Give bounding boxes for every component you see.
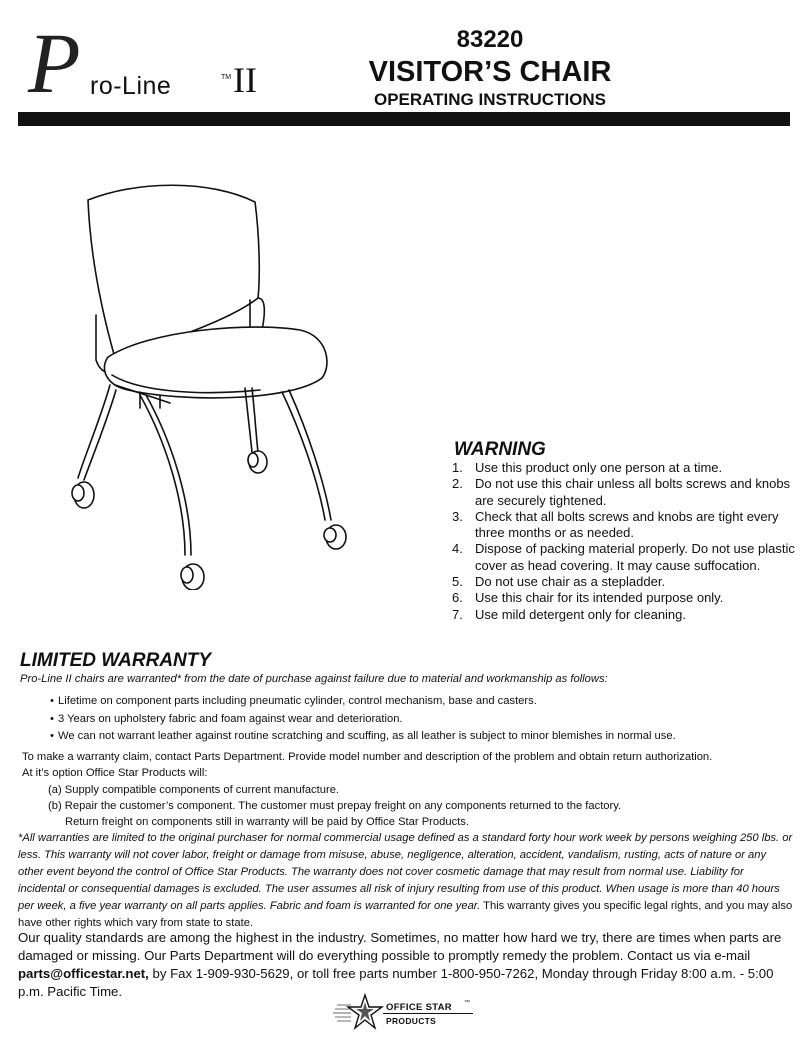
warranty-option-a: (a) Supply compatible components of current manufacture. <box>48 784 340 796</box>
logo-script-p: P <box>28 15 81 111</box>
warranty-fine-print <box>18 830 793 932</box>
warning-heading: WARNING <box>454 439 546 460</box>
warranty-bullet: • 3 Years on upholstery fabric and foam against wear and deterioration. <box>50 711 676 729</box>
logo-roman-numeral: II <box>233 60 257 100</box>
logo-tm: TM <box>221 74 232 81</box>
warning-item: 6. Use this chair for its intended purpose only. <box>452 590 724 606</box>
office-star-logo <box>333 993 478 1033</box>
chair-illustration <box>60 180 360 590</box>
warning-item: 5. Do not use chair as a stepladder. <box>452 574 666 590</box>
warning-item: 1. Use this product only one person at a time. <box>452 460 723 475</box>
logo-text: ro-Line <box>90 72 172 100</box>
warranty-bullet: • Lifetime on component parts including pneumatic cylinder, control mechanism, base and casters. <box>50 693 676 711</box>
footer-logo-rule <box>383 1013 473 1014</box>
star-icon <box>333 993 385 1033</box>
warning-list <box>450 460 795 623</box>
warranty-bullet: • We can not warrant leather against routine scratching and scuffing, as all leather is subject to minor blemishes in normal use. <box>50 728 676 746</box>
page-subtitle: OPERATING INSTRUCTIONS <box>373 90 607 109</box>
products-text: PRODUCTS <box>386 1016 437 1026</box>
quality-text-contact: by Fax 1-909-930-5629, or toll free parts number 1-800-950-7262, Monday through Friday 8:00 a.m. - 5:00 p.m. Pacific Time. <box>18 966 774 999</box>
page-title: VISITOR’S CHAIR <box>368 56 612 88</box>
office-star-tm: ™ <box>464 1000 470 1006</box>
fine-print-italic: *All warranties are limited to the original purchaser for normal commercial usage defined as a standard forty hour work week by persons weighing 250 lbs. or less. This warranty will not cover labor, freight or damage from misuse, abuse, negligence, alteration, accident, vandalism, rusting, acts of nature or any other event beyond the control of Office Star Products. The warranty does not cover cosmetic damage that may result from normal use. Liability for incidental or consequential damages is excluded. The user assumes all risk of injury resulting from use of this product. When usage is more than 40 hours per week, a five year warranty on all parts applies. Fabric and foam is warranted for one year. <box>18 832 793 912</box>
warning-item: 4. Dispose of packing material properly. Do not use plastic cover as head covering. It may cause suffocation. <box>452 541 795 573</box>
warranty-option-c: Return freight on components still in warranty will be paid by Office Star Products. <box>65 816 469 828</box>
header-rule <box>18 112 790 126</box>
warranty-heading: LIMITED WARRANTY <box>20 650 212 671</box>
warranty-option-b: (b) Repair the customer’s component. The customer must prepay freight on any components returned to the factory. <box>48 800 622 812</box>
fine-print-plain: This warranty gives you specific legal rights, and you may also have other rights which vary from state to state. <box>18 900 793 929</box>
model-number: 83220 <box>456 26 524 53</box>
warning-item: 7. Use mild detergent only for cleaning. <box>452 606 687 622</box>
quality-paragraph <box>18 929 793 1001</box>
warning-item: 2. Do not use this chair unless all bolts screws and knobs are securely tightened. <box>452 476 791 508</box>
pro-line-logo <box>28 15 268 111</box>
parts-email-link[interactable]: parts@officestar.net, <box>18 966 149 981</box>
office-star-text: OFFICE STAR <box>386 1002 452 1013</box>
warranty-intro: Pro-Line II chairs are warranted* from the date of purchase against failure due to material and workmanship as follows: <box>20 673 608 685</box>
warranty-claim: To make a warranty claim, contact Parts Department. Provide model number and description of the problem and obtain return authorization. <box>22 751 713 763</box>
warranty-bullets <box>50 693 676 746</box>
warranty-option: At it’s option Office Star Products will: <box>22 767 208 779</box>
warning-item: 3. Check that all bolts screws and knobs are tight every three months or as needed. <box>452 508 779 541</box>
quality-text: Our quality standards are among the highest in the industry. Sometimes, no matter how hard we try, there are times when parts are damaged or missing. Our Parts Department will do everything possible to promptly remedy the problem. Contact us via e-mail <box>18 930 782 963</box>
